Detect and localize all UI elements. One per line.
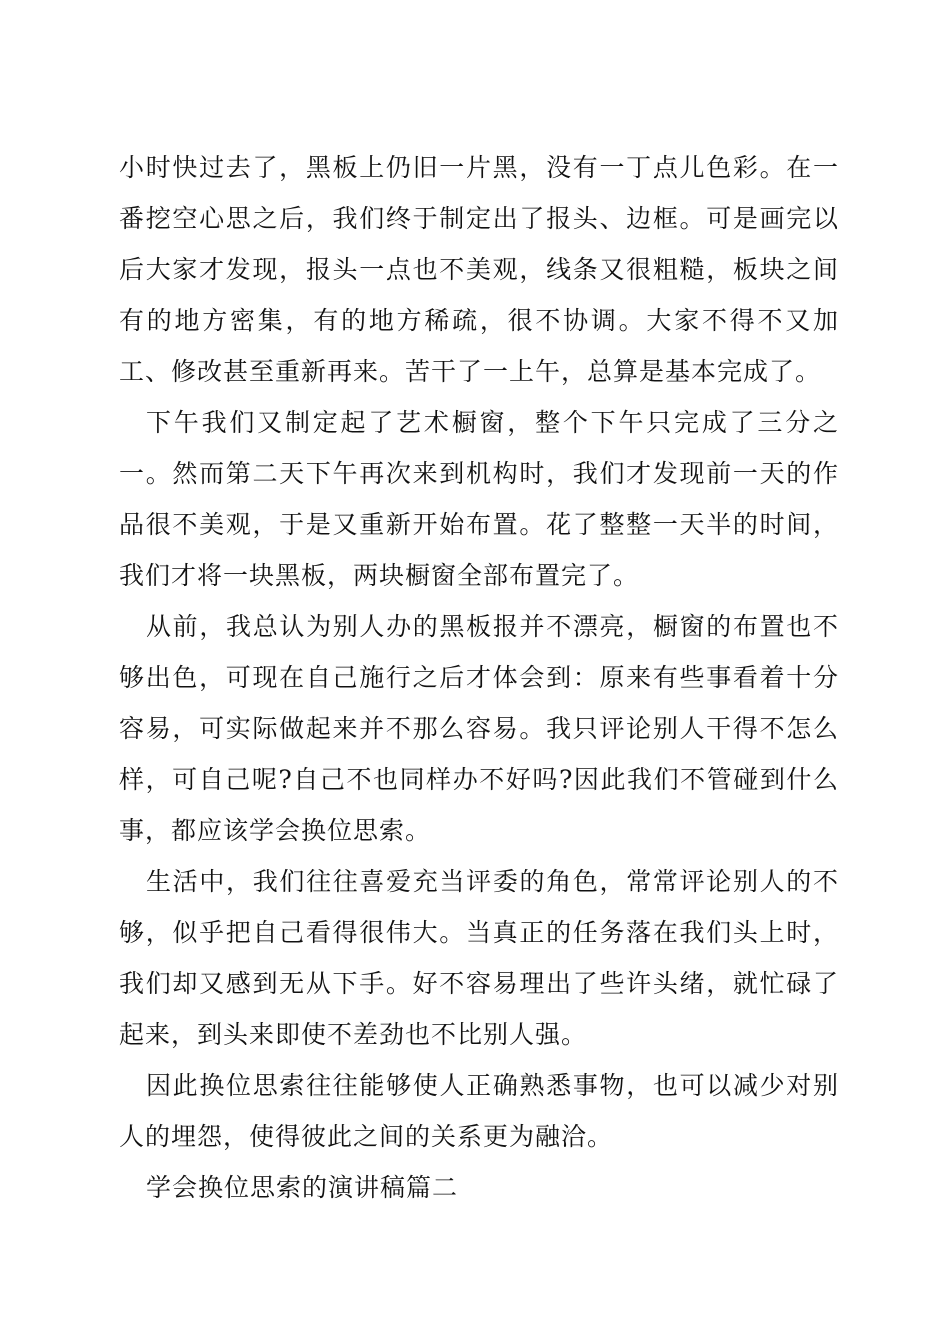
paragraph-3: 从前，我总认为别人办的黑板报并不漂亮，橱窗的布置也不够出色，可现在自己施行之后才体会到：原来有些事看着十分容易，可实际做起来并不那么容易。我只评论别人干得不怎么样，可自己呢?自己不也同样办不好吗?因此我们不管碰到什么事，都应该学会换位思索。 bbox=[119, 612, 839, 845]
paragraph-1: 小时快过去了，黑板上仍旧一片黑，没有一丁点儿色彩。在一番挖空心思之后，我们终于制定出了报头、边框。可是画完以后大家才发现，报头一点也不美观，线条又很粗糙，板块之间有的地方密集，有的地方稀疏，很不协调。大家不得不又加工、修改甚至重新再来。苦干了一上午，总算是基本完成了。 bbox=[119, 153, 839, 386]
paragraph-5: 因此换位思索往往能够使人正确熟悉事物，也可以减少对别人的埋怨，使得彼此之间的关系更为融洽。 bbox=[119, 1071, 839, 1151]
paragraph-2: 下午我们又制定起了艺术橱窗，整个下午只完成了三分之一。然而第二天下午再次来到机构时，我们才发现前一天的作品很不美观，于是又重新开始布置。花了整整一天半的时间，我们才将一块黑板，两块橱窗全部布置完了。 bbox=[119, 408, 839, 590]
document-body bbox=[119, 142, 839, 1213]
paragraph-4: 生活中，我们往往喜爱充当评委的角色，常常评论别人的不够，似乎把自己看得很伟大。当真正的任务落在我们头上时，我们却又感到无从下手。好不容易理出了些许头绪，就忙碌了起来，到头来即使不差劲也不比别人强。 bbox=[119, 867, 839, 1049]
section-heading: 学会换位思索的演讲稿篇二 bbox=[146, 1173, 459, 1202]
